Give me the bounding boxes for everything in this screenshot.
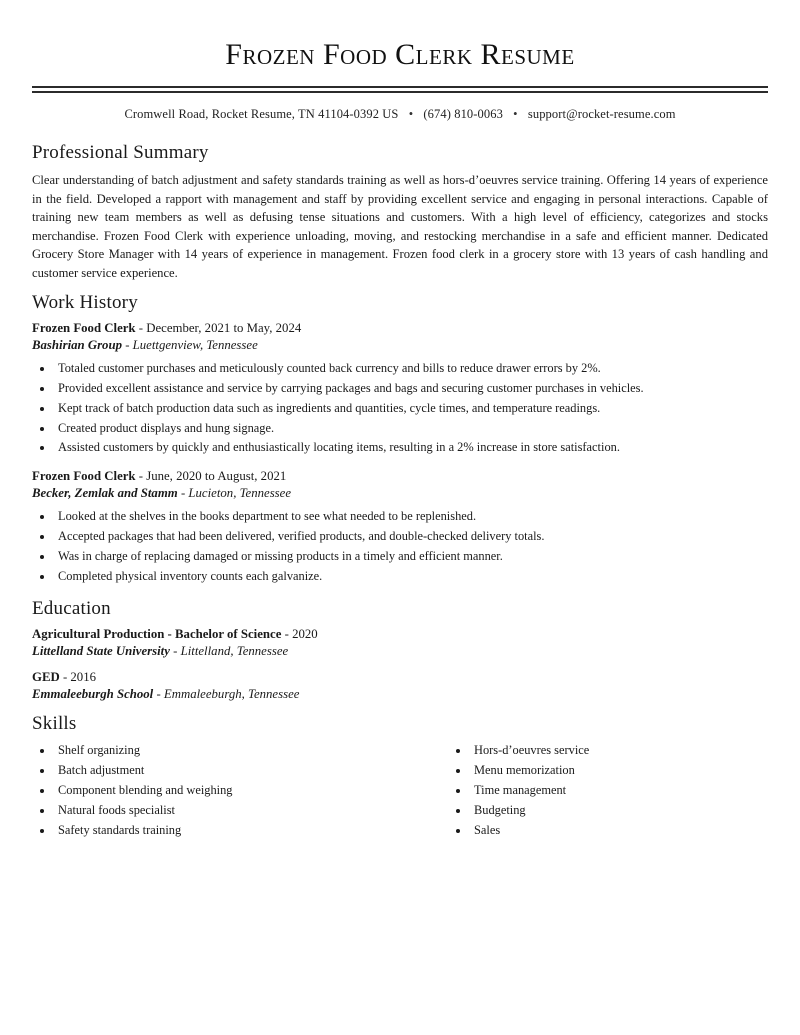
contact-phone: (674) 810-0063 [423, 107, 503, 121]
skills-column-left [32, 742, 400, 843]
section-work-history [32, 292, 768, 586]
skills-list-right [448, 742, 768, 840]
work-bullet: • Kept track of batch production data such as ingredients and quantities, cycle times, and temperature readings. [54, 399, 768, 418]
education-dash: - [284, 626, 289, 641]
work-bullet: • Provided excellent assistance and service by carrying packages and bags and securing customer purchases in vehicles. [54, 379, 768, 398]
skill-item: • Batch adjustment [54, 762, 400, 779]
work-dash: - [125, 338, 130, 352]
education-entry-subheading [32, 644, 768, 659]
work-bullet: • Accepted packages that had been delivered, verified products, and double-checked delivery totals. [54, 527, 768, 546]
education-location: Littelland, Tennessee [180, 643, 289, 658]
education-entry-heading [32, 670, 768, 685]
work-bullet: • Assisted customers by quickly and enthusiastically locating items, resulting in a 2% increase in store satisfaction. [54, 438, 768, 457]
section-title-skills: Skills [32, 712, 77, 734]
work-entry [32, 469, 768, 585]
education-school: Emmaleeburgh School [32, 686, 154, 701]
skill-item: • Time management [470, 782, 768, 799]
work-location: Luettgenview, Tennessee [132, 338, 258, 352]
skill-item: • Component blending and weighing [54, 782, 400, 799]
education-year: 2020 [292, 626, 318, 641]
work-entry-heading [32, 321, 768, 336]
education-dash: - [173, 643, 178, 658]
contact-line [32, 107, 768, 122]
skill-item: • Menu memorization [470, 762, 768, 779]
skill-item: • Natural foods specialist [54, 802, 400, 819]
section-skills [32, 713, 768, 843]
header-divider [32, 86, 768, 93]
contact-address: Cromwell Road, Rocket Resume, TN 41104-0392 US [124, 107, 399, 121]
work-entry-subheading [32, 338, 768, 353]
skill-item: • Hors-d’oeuvres service [470, 742, 768, 759]
skill-item: • Shelf organizing [54, 742, 400, 759]
work-job-title: Frozen Food Clerk [32, 321, 136, 335]
work-bullet: • Was in charge of replacing damaged or missing products in a timely and efficient manner. [54, 547, 768, 566]
skill-item: • Safety standards training [54, 822, 400, 839]
education-year: 2016 [70, 669, 96, 684]
work-dash: - [180, 486, 186, 501]
education-entry [32, 670, 768, 702]
work-dates: December, 2021 to May, 2024 [146, 321, 302, 335]
skills-list-left [32, 742, 400, 840]
skill-item: • Sales [470, 822, 768, 839]
education-entry [32, 627, 768, 659]
work-bullet-list [32, 359, 768, 457]
skills-columns [32, 742, 768, 843]
work-entry-subheading [32, 486, 768, 501]
contact-separator-1: • [408, 107, 414, 121]
contact-email[interactable]: support@rocket-resume.com [527, 107, 676, 121]
work-dash: - [138, 469, 144, 484]
work-bullet: • Created product displays and hung signage. [54, 419, 768, 438]
section-education [32, 598, 768, 702]
education-dash: - [62, 669, 68, 684]
skill-item: • Budgeting [470, 802, 768, 819]
section-title-work-history: Work History [32, 292, 138, 313]
work-bullet: • Totaled customer purchases and meticulously counted back currency and bills to reduce drawer errors by 2%. [54, 359, 768, 378]
work-dash: - [138, 321, 144, 335]
education-entry-heading [32, 627, 768, 642]
summary-text: Clear understanding of batch adjustment and safety standards training as well as hors-d’oeuvres service training. Offering 14 years of experience in the field. Developed a rapport with management and staff by providing excellent service and engaging in personal interactions. Capable of training new team members as well as defusing tense situations and customers. With a high level of efficiency, categorizes and stocks merchandise. Frozen Food Clerk with experience unloading, moving, and restocking merchandise in a safe and efficient manner. Dedicated Grocery Store Manager with 14 years of experience in management. Frozen food clerk in a grocery store with 13 years of cash handling and customer service experience. [32, 173, 768, 280]
section-title-summary: Professional Summary [32, 142, 209, 163]
work-company: Becker, Zemlak and Stamm [32, 486, 178, 501]
work-entry [32, 321, 768, 457]
skills-column-right [400, 742, 768, 843]
work-location: Lucieton, Tennessee [188, 486, 292, 501]
work-job-title: Frozen Food Clerk [32, 469, 136, 484]
section-title-education: Education [32, 597, 111, 619]
education-school: Littelland State University [32, 643, 170, 658]
education-entry-subheading [32, 687, 768, 702]
section-professional-summary [32, 142, 768, 282]
contact-separator-2: • [513, 107, 518, 121]
work-bullet: • Looked at the shelves in the books department to see what needed to be replenished. [54, 507, 768, 526]
work-entry-heading [32, 469, 768, 484]
education-degree: Agricultural Production - Bachelor of Science [32, 626, 282, 641]
education-location: Emmaleeburgh, Tennessee [163, 686, 300, 701]
education-dash: - [156, 686, 161, 701]
page-title: Frozen Food Clerk Resume [225, 38, 575, 71]
work-company: Bashirian Group [32, 338, 122, 352]
work-bullet-list [32, 507, 768, 585]
education-degree: GED [32, 669, 60, 684]
work-bullet: • Completed physical inventory counts each galvanize. [54, 567, 768, 586]
work-dates: June, 2020 to August, 2021 [146, 469, 287, 484]
